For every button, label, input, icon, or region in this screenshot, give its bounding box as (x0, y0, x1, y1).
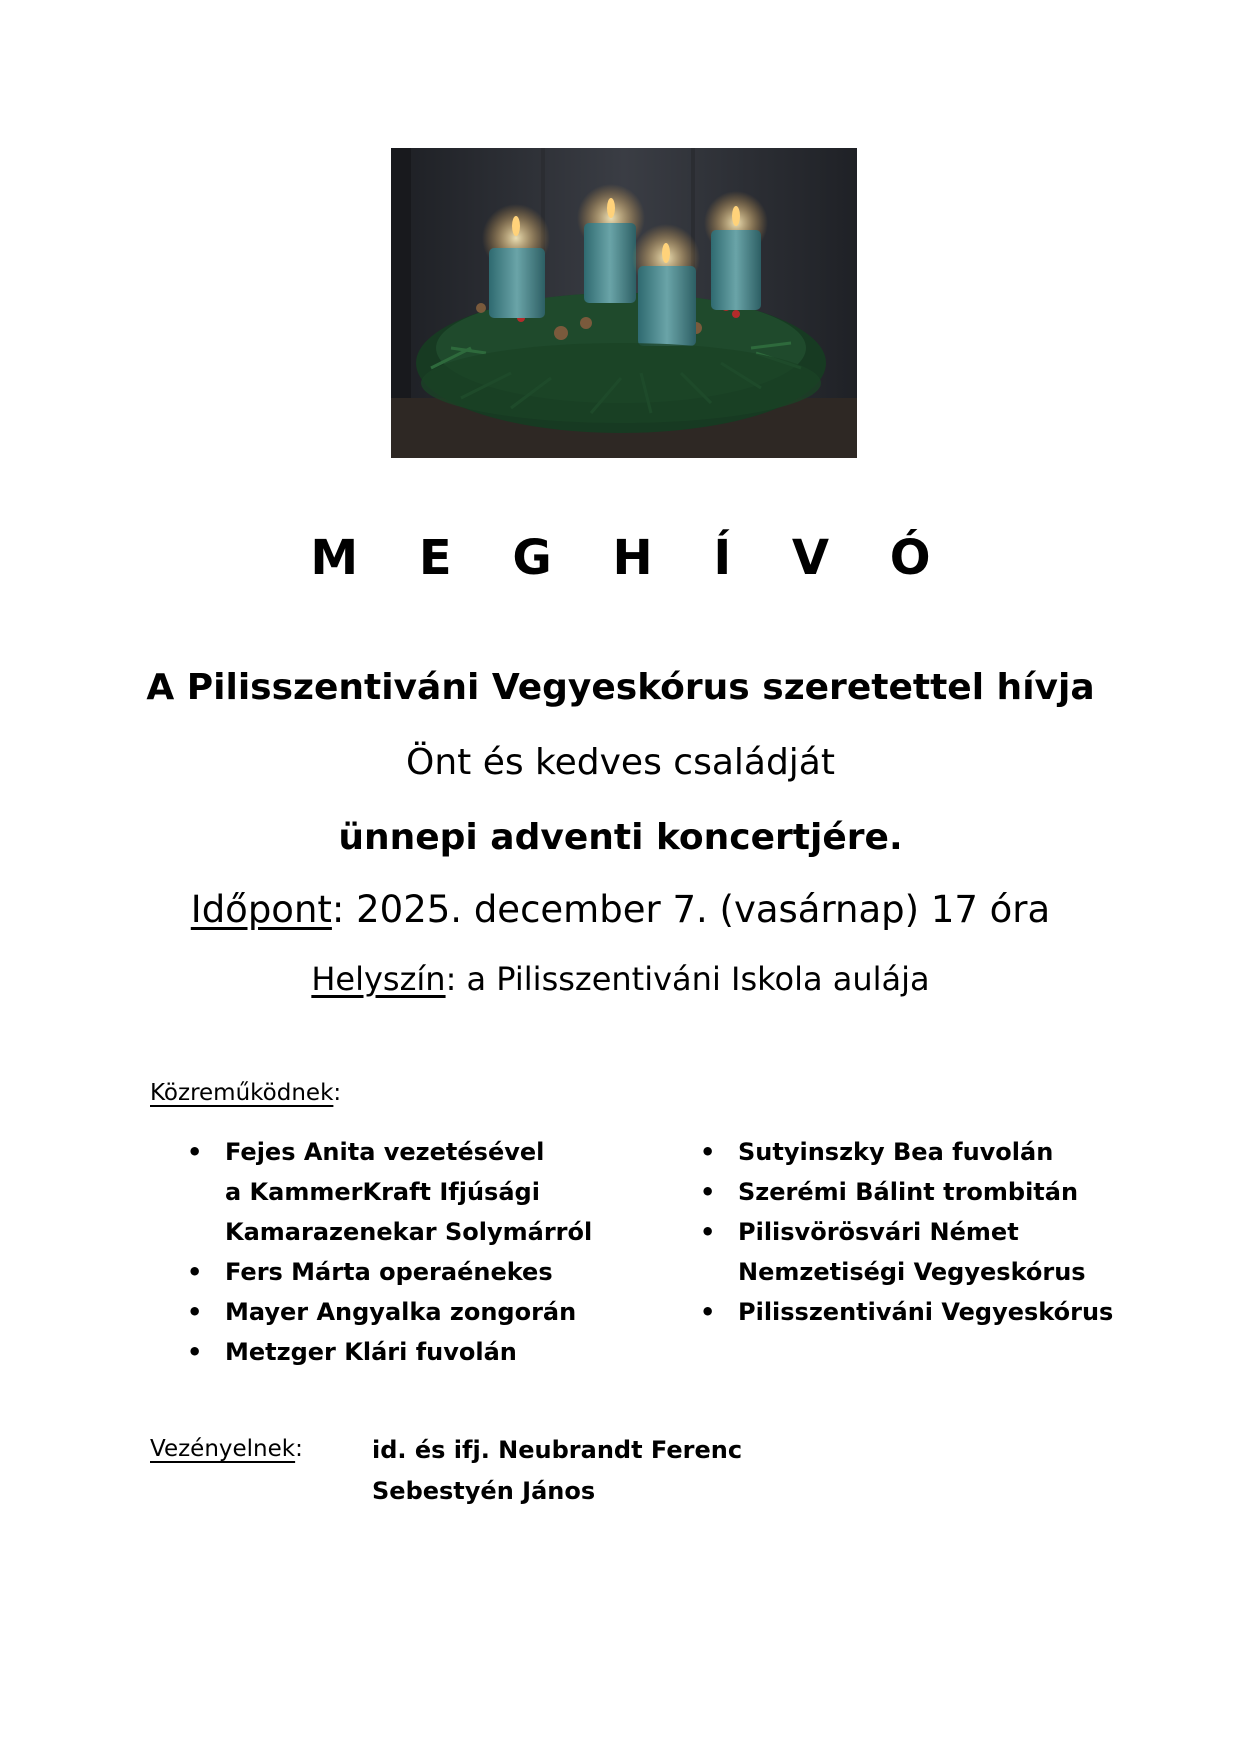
event-place (0, 960, 1241, 998)
conductor-name: Sebestyén János (372, 1477, 596, 1505)
list-item: • Fejes Anita vezetésével a KammerKraft Ifjúsági Kamarazenekar Solymárról (225, 1132, 665, 1252)
list-item: • Pilisszentiváni Vegyeskórus (738, 1292, 1158, 1332)
event-time (0, 888, 1241, 931)
advent-wreath-image (391, 148, 857, 458)
list-item: • Szerémi Bálint trombitán (738, 1172, 1158, 1212)
list-item: • Metzger Klári fuvolán (225, 1332, 665, 1372)
invitation-line-3: ünnepi adventi koncertjére. (338, 817, 903, 858)
contributors-list-right (738, 1132, 1158, 1332)
conductors-names (372, 1430, 742, 1512)
page-title: M E G H Í V Ó (310, 530, 953, 586)
place-label: Helyszín (311, 960, 446, 998)
place-value: : a Pilisszentiváni Iskola aulája (445, 960, 930, 998)
list-item: • Mayer Angyalka zongorán (225, 1292, 665, 1332)
contributors-label: Közreműködnek: (150, 1080, 342, 1106)
invitation-line-2: Önt és kedves családját (406, 742, 835, 783)
conductor-name: id. és ifj. Neubrandt Ferenc (372, 1436, 743, 1464)
list-item: • Sutyinszky Bea fuvolán (738, 1132, 1158, 1172)
conductors-label: Vezényelnek: (150, 1436, 303, 1462)
list-item: • Fers Márta operaénekes (225, 1252, 665, 1292)
time-value: : 2025. december 7. (vasárnap) 17 óra (331, 888, 1051, 931)
contributors-list-left (225, 1132, 665, 1372)
invitation-line-1: A Pilisszentiváni Vegyeskórus szeretettel hívja (146, 667, 1095, 708)
list-item: • Pilisvörösvári Német Nemzetiségi Vegyeskórus (738, 1212, 1158, 1292)
time-label: Időpont (190, 888, 332, 931)
